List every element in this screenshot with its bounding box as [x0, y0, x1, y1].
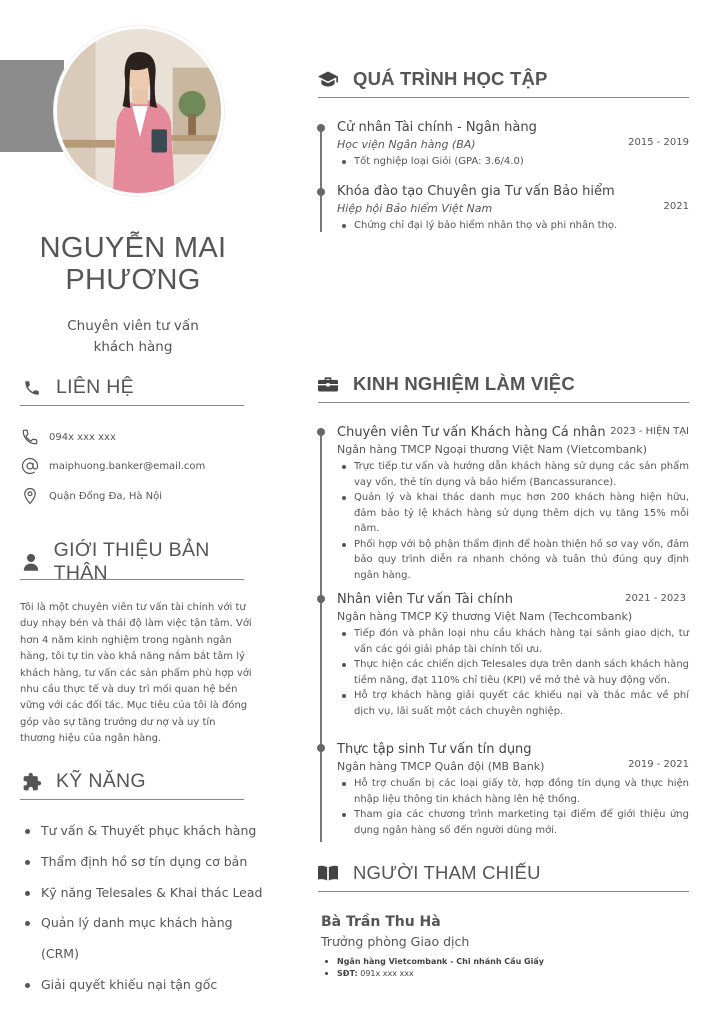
experience-bullets — [337, 626, 689, 719]
skill-item: Quản lý danh mục khách hàng (CRM) — [24, 908, 264, 970]
skills-list — [24, 816, 264, 1001]
timeline-dot — [317, 595, 325, 603]
avatar — [54, 26, 224, 196]
timeline-dot — [317, 428, 325, 436]
experience-bullet: Phối hợp với bộ phận thẩm định để hoàn thiện hồ sơ vay vốn, đảm bảo quy trình diễn ra nhanh chóng và tuân thủ đúng quy định ngân hàng. — [337, 537, 689, 584]
education-entry — [337, 119, 689, 170]
education-bullets — [337, 154, 689, 170]
job-title — [20, 316, 246, 358]
reference-heading-text: NGƯỜI THAM CHIẾU — [353, 861, 541, 883]
skills-heading — [20, 764, 244, 800]
job-title-line-2: khách hàng — [93, 339, 173, 355]
skill-item: Thẩm định hồ sơ tín dụng cơ bản — [24, 847, 264, 878]
name-line-1: NGUYỄN MAI — [39, 232, 227, 264]
skills-heading-text: KỸ NĂNG — [56, 770, 146, 792]
reference-org-text: Ngân hàng Vietcombank - Chi nhánh Cầu Giấy — [337, 957, 544, 966]
experience-date: 2021 - 2023 — [625, 593, 686, 604]
reference-details — [321, 956, 681, 980]
experience-bullet: Quản lý và khai thác danh mục hơn 200 khách hàng hiện hữu, đảm bảo tỷ lệ khách hàng sử dụng thêm dịch vụ tăng 15% mỗi năm. — [337, 490, 689, 537]
experience-timeline — [320, 432, 322, 842]
experience-entry — [337, 741, 689, 838]
briefcase-icon — [318, 374, 338, 394]
job-title-line-1: Chuyên viên tư vấn — [67, 318, 199, 334]
company-name: Ngân hàng TMCP Quân đội (MB Bank) — [337, 760, 545, 773]
candidate-name — [20, 232, 246, 296]
education-bullet: Tốt nghiệp loại Giỏi (GPA: 3.6/4.0) — [337, 154, 689, 170]
education-heading-text: QUÁ TRÌNH HỌC TẬP — [353, 67, 548, 89]
experience-bullet: Tham gia các chương trình marketing tại điểm để giới thiệu ứng dụng ngân hàng số đến người dùng mới. — [337, 807, 689, 838]
reference-block — [321, 912, 681, 980]
experience-heading-text: KINH NGHIỆM LÀM VIỆC — [353, 372, 575, 394]
profile-photo — [57, 29, 221, 193]
graduation-cap-icon — [318, 69, 338, 89]
experience-bullet: Hỗ trợ khách hàng giải quyết các khiếu nại và thắc mắc về phí dịch vụ, lãi suất một cách chuyên nghiệp. — [337, 688, 689, 719]
degree-title: Khóa đào tạo Chuyên gia Tư vấn Bảo hiểm — [337, 184, 615, 199]
book-icon — [318, 863, 338, 883]
experience-bullet: Tiếp đón và phân loại nhu cầu khách hàng tại sảnh giao dịch, tư vấn các gói giải pháp tài chính tối ưu. — [337, 626, 689, 657]
education-bullets — [337, 218, 689, 234]
skill-item: Tư vấn & Thuyết phục khách hàng — [24, 816, 264, 847]
experience-bullet: Thực hiện các chiến dịch Telesales dựa trên danh sách khách hàng tiềm năng, đạt 110% chỉ tiêu (KPI) về mở thẻ và huy động vốn. — [337, 657, 689, 688]
reference-phone-label: SĐT: — [337, 969, 358, 978]
location-pin-icon — [20, 486, 40, 506]
email-text[interactable]: maiphuong.banker@email.com — [49, 460, 206, 472]
timeline-dot — [317, 744, 325, 752]
phone-icon — [22, 378, 42, 398]
experience-bullets — [337, 459, 689, 583]
timeline-dot — [317, 188, 325, 196]
skill-item: Kỹ năng Telesales & Khai thác Lead — [24, 878, 264, 909]
job-position: Thực tập sinh Tư vấn tín dụng — [337, 742, 532, 757]
reference-title: Trưởng phòng Giao dịch — [321, 934, 470, 949]
experience-date: 2023 - HIỆN TẠI — [610, 426, 689, 437]
job-position: Chuyên viên Tư vấn Khách hàng Cá nhân — [337, 425, 606, 440]
experience-bullets — [337, 776, 689, 838]
company-name: Ngân hàng TMCP Kỹ thương Việt Nam (Techcombank) — [337, 610, 633, 623]
company-name: Ngân hàng TMCP Ngoại thương Việt Nam (Vietcombank) — [337, 443, 647, 456]
education-heading — [318, 60, 689, 98]
experience-entry — [337, 424, 689, 583]
degree-title: Cử nhân Tài chính - Ngân hàng — [337, 120, 537, 135]
education-date: 2015 - 2019 — [628, 137, 689, 148]
phone-text: 094x xxx xxx — [49, 431, 116, 443]
about-text: Tôi là một chuyên viên tư vấn tài chính với tư duy nhạy bén và thái độ làm việc tận tâm. Với hơn 4 năm kinh nghiệm trong ngành ngân hàng, tôi tự tin vào khả năng nắm bắt tâm lý khách hàng, tư vấn các sản phẩm phù hợp với nhu cầu thực tế và duy trì mối quan hệ bền vững với các đối tác. Mục tiêu của tôi là đóng góp vào sự tăng trưởng dư nợ và uy tín thương hiệu của ngân hàng. — [20, 602, 252, 745]
reference-org — [321, 956, 681, 968]
experience-bullet: Trực tiếp tư vấn và hướng dẫn khách hàng sử dụng các sản phẩm vay vốn, thẻ tín dụng và bảo hiểm (Bancassurance). — [337, 459, 689, 490]
reference-phone — [321, 968, 681, 980]
experience-heading — [318, 365, 689, 403]
timeline-dot — [317, 124, 325, 132]
experience-bullet: Hỗ trợ chuẩn bị các loại giấy tờ, hợp đồng tín dụng và thực hiện nhập liệu thông tin khách hàng lên hệ thống. — [337, 776, 689, 807]
reference-phone-text: 091x xxx xxx — [360, 969, 414, 978]
contact-email — [20, 456, 205, 476]
at-icon — [20, 456, 40, 476]
about-heading — [20, 538, 244, 584]
education-entry — [337, 183, 689, 234]
contact-heading — [20, 370, 244, 406]
education-date: 2021 — [663, 201, 689, 212]
experience-entry — [337, 591, 689, 719]
name-line-2: PHƯƠNG — [65, 264, 201, 296]
person-icon — [22, 552, 40, 572]
reference-name: Bà Trần Thu Hà — [321, 914, 441, 930]
address-text: Quận Đống Đa, Hà Nội — [49, 490, 163, 502]
education-bullet: Chứng chỉ đại lý bảo hiểm nhân thọ và phi nhân thọ. — [337, 218, 689, 234]
reference-heading — [318, 854, 689, 892]
contact-heading-text: LIÊN HỆ — [56, 376, 134, 398]
school-name: Hiệp hội Bảo hiểm Việt Nam — [337, 202, 493, 215]
experience-date: 2019 - 2021 — [628, 759, 689, 770]
phone-outline-icon — [20, 427, 40, 447]
school-name: Học viện Ngân hàng (BA) — [337, 138, 476, 151]
job-position: Nhân viên Tư vấn Tài chính — [337, 592, 513, 607]
skill-item: Giải quyết khiếu nại tận gốc — [24, 970, 264, 1001]
contact-address — [20, 486, 162, 506]
about-heading-text: GIỚI THIỆU BẢN THÂN — [53, 538, 210, 584]
puzzle-icon — [22, 772, 42, 792]
education-timeline — [320, 128, 322, 232]
contact-phone — [20, 427, 116, 447]
